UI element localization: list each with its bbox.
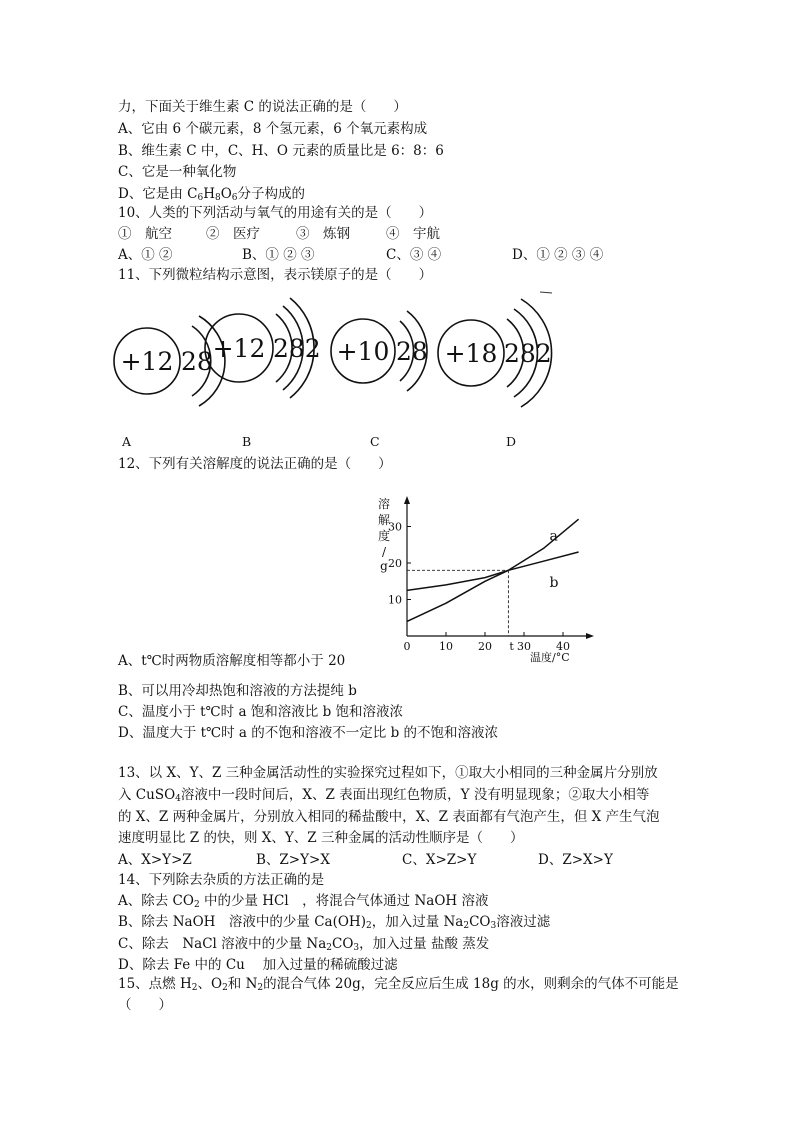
atom-b-nucleus: +12 — [212, 334, 266, 363]
q12-stem: 12、下列有关溶解度的说法正确的是（ ） — [118, 456, 392, 472]
q15-answer-paren: （ ） — [118, 997, 172, 1013]
ylabel-char-1: 溶 — [377, 497, 391, 511]
q11-label-c: C — [370, 434, 380, 449]
q14-stem: 14、下列除去杂质的方法正确的是 — [118, 872, 325, 888]
x-tick-label: 40 — [556, 640, 570, 653]
q10-option-a: A、① ② — [118, 247, 173, 263]
atom-diagrams — [100, 284, 560, 424]
q10-option-b: B、① ② ③ — [242, 247, 315, 263]
x-axis-label: 温度/°C — [530, 651, 570, 664]
q14-option-a: A、除去 $CO_2$ 中的少量 HCl ，将混合气体通过 NaOH 溶液 — [118, 893, 489, 910]
series-b-label: b — [549, 575, 559, 592]
q12-option-a: A、t℃时两物质溶解度相等都小于 20 — [118, 653, 346, 669]
q12-option-d: D、温度大于 t℃时 a 的不饱和溶液不一定比 b 的不饱和溶液浓 — [118, 725, 498, 741]
q9-stem: 力，下面关于维生素 C 的说法正确的是（ ） — [118, 99, 407, 115]
solubility-chart — [360, 494, 620, 669]
q13-line-3: 的 X、Z 两种金属片，分别放入相同的稀盐酸中，X、Z 表面都有气泡产生，但 X 产生气泡 — [118, 809, 660, 825]
y-axis-arrow — [404, 496, 410, 504]
q10-option-c: C、③ ④ — [386, 247, 442, 263]
q13-option-d: D、Z>X>Y — [538, 852, 613, 868]
q13-option-b: B、Z>Y>X — [256, 852, 330, 868]
q10-option-d: D、① ② ③ ④ — [512, 247, 604, 263]
x-tick-label: 20 — [478, 640, 492, 653]
q11-label-d: D — [506, 434, 517, 449]
ylabel-char-4: / — [381, 545, 387, 559]
series-a-label: a — [549, 528, 558, 545]
q11-stem: 11、下列微粒结构示意图，表示镁原子的是（ ） — [118, 267, 433, 283]
q9-option-a: A、它由 6 个碳元素，8 个氢元素，6 个氧元素构成 — [118, 121, 428, 137]
q13-option-a: A、X>Y>Z — [118, 852, 192, 868]
x-tick-label: 30 — [517, 640, 531, 653]
q13-line-2: 入 CuSO$_4$溶液中一段时间后，X、Z 表面出现红色物质，Y 没有明显现象；②取大小相等 — [118, 787, 650, 804]
ylabel-char-2: 解 — [377, 513, 391, 527]
q11-label-a: A — [122, 434, 132, 449]
q13-line-4: 速度明显比 Z 的快，则 X、Y、Z 三种金属的活动性顺序是（ ） — [118, 830, 524, 846]
q15-stem: 15、点燃 $H_2$、$O_2$和 $N_2$的混合气体 20g，完全反应后生成 18g 的水，则剩余的气体不可能是 — [118, 976, 679, 993]
atom-a-nucleus: +12 — [120, 347, 174, 376]
q14-option-d: D、除去 Fe 中的 Cu 加入过量的稀硫酸过滤 — [118, 957, 398, 973]
y-tick-label: 20 — [388, 557, 402, 570]
x-tick-label: 10 — [439, 640, 453, 653]
y-tick-label: 30 — [388, 520, 402, 534]
ylabel-char-5: g — [380, 559, 388, 573]
atom-c-shells: 28 — [396, 337, 428, 366]
atom-d-nucleus: +18 — [444, 339, 498, 368]
q12-option-b: B、可以用冷却热饱和溶液的方法提纯 b — [118, 683, 357, 699]
q11-label-b: B — [242, 434, 252, 449]
atom-b-shells: 282 — [273, 334, 321, 363]
scan-mark — [540, 292, 552, 293]
atom-c-nucleus: +10 — [336, 337, 390, 366]
q14-option-b: B、除去 NaOH 溶液中的少量 $Ca(OH)_2$，加入过量 $Na_2CO_3$溶液过滤 — [118, 914, 551, 931]
q13-option-c: C、X>Z>Y — [402, 852, 477, 868]
atom-d-shells: 282 — [504, 339, 552, 368]
atom-a-shells: 28 — [181, 347, 213, 376]
q10-use-1: ① 航空 — [118, 226, 172, 242]
q9-option-c: C、它是一种氧化物 — [118, 164, 237, 180]
q10-use-4: ④ 宇航 — [386, 226, 440, 242]
q12-option-c: C、温度小于 t℃时 a 饱和溶液比 b 饱和溶液浓 — [118, 704, 404, 720]
y-tick-label: 10 — [388, 593, 402, 607]
q14-option-c: C、除去 NaCl 溶液中的少量 $Na_2CO_3$，加入过量 盐酸 蒸发 — [118, 936, 490, 953]
q10-use-3: ③ 炼钢 — [296, 226, 350, 242]
x-tick-label: 0 — [403, 640, 411, 653]
x-axis-arrow — [586, 633, 594, 639]
q10-stem: 10、人类的下列活动与氧气的用途有关的是（ ） — [118, 205, 433, 221]
q9-option-b: B、维生素 C 中，C、H、O 元素的质量比是 6：8：6 — [118, 143, 444, 159]
q9-option-d: D、它是由 $C_6H_8O_6$分子构成的 — [118, 186, 306, 203]
q13-line-1: 13、以 X、Y、Z 三种金属活动性的实验探究过程如下，①取大小相同的三种金属片分别放 — [118, 765, 658, 781]
t-tick-label: t — [509, 640, 514, 653]
q10-use-2: ② 医疗 — [206, 226, 260, 242]
ylabel-char-3: 度 — [377, 529, 391, 543]
